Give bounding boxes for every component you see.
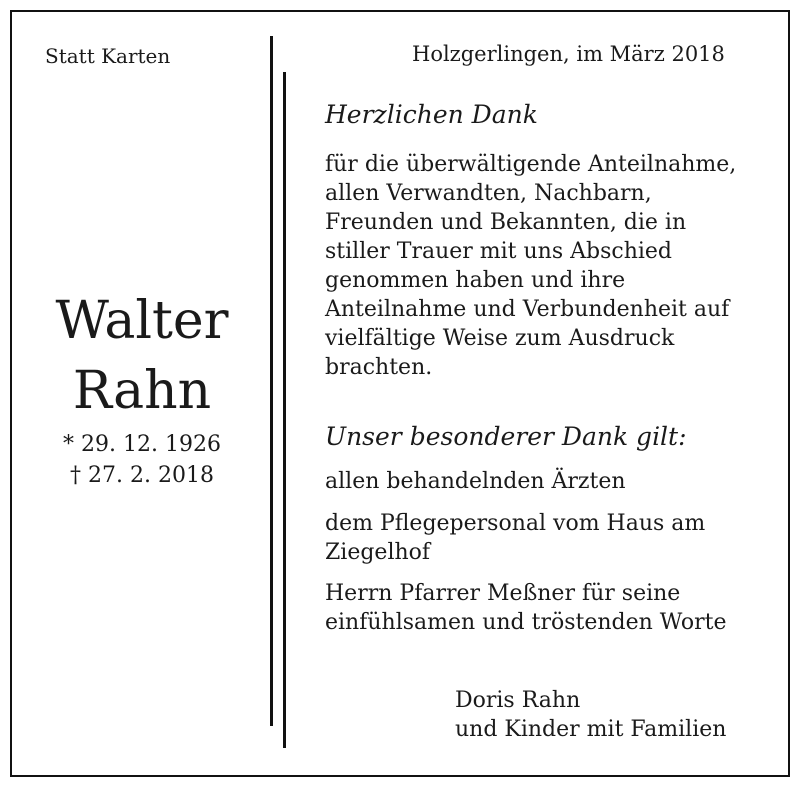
item-line: Ziegelhof [325, 540, 431, 565]
signature-line: und Kinder mit Familien [455, 717, 727, 742]
item-line: Herrn Pfarrer Meßner für seine [325, 581, 681, 606]
divider-line-left [270, 36, 273, 726]
obituary-notice [10, 10, 790, 777]
item-line: dem Pflegepersonal vom Haus am [325, 511, 706, 536]
signature [455, 686, 726, 744]
place-date: Holzgerlingen, im März 2018 [412, 42, 725, 66]
special-thanks-heading: Unser besonderer Dank gilt: [325, 422, 687, 451]
paragraph-line: allen Verwandten, Nachbarn, [325, 181, 652, 206]
paragraph-line: genommen haben und ihre [325, 268, 626, 293]
thanks-heading: Herzlichen Dank [325, 100, 538, 129]
paragraph-line: für die überwältigende Anteilnahme, [325, 152, 737, 177]
paragraph-line: stiller Trauer mit uns Abschied [325, 239, 673, 264]
birth-date: * 29. 12. 1926 [63, 432, 221, 457]
paragraph-line: Anteilnahme und Verbundenheit auf [325, 297, 730, 322]
thanks-paragraph [325, 150, 736, 382]
signature-line: Doris Rahn [455, 688, 581, 713]
paragraph-line: vielfältige Weise zum Ausdruck [325, 326, 675, 351]
item-line: allen behandelnden Ärzten [325, 469, 626, 494]
deceased-first-name: Walter [55, 291, 229, 351]
thanks-item-pastor [325, 579, 727, 637]
paragraph-line: Freunden und Bekannten, die in [325, 210, 687, 235]
thanks-item-nursing [325, 509, 705, 567]
deceased-last-name: Rahn [72, 361, 212, 421]
item-line: einfühlsamen und tröstenden Worte [325, 610, 727, 635]
thanks-item-doctors [325, 467, 626, 496]
paragraph-line: brachten. [325, 355, 433, 380]
death-date: † 27. 2. 2018 [70, 463, 214, 488]
header-left-text: Statt Karten [45, 44, 171, 68]
divider-line-right [283, 72, 286, 748]
